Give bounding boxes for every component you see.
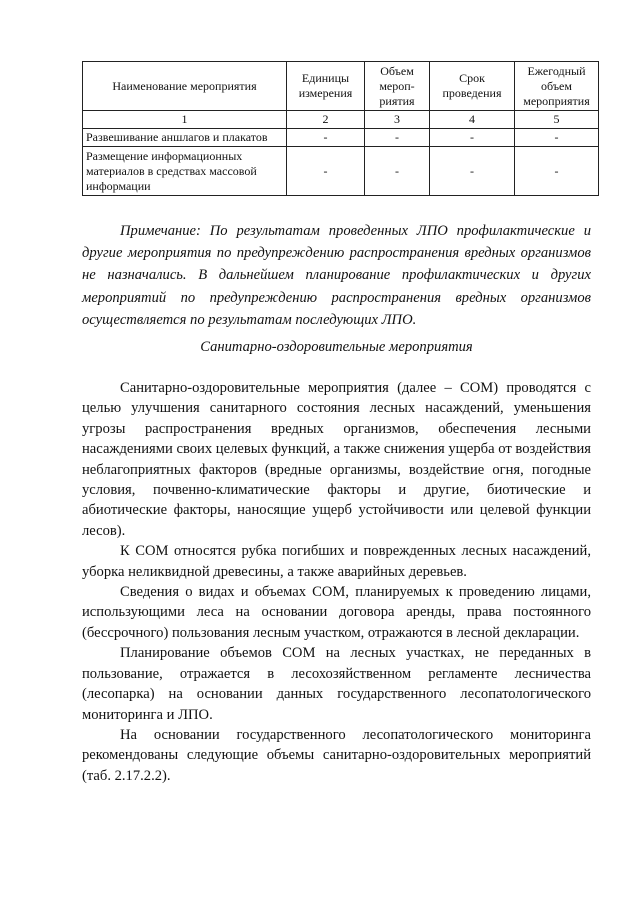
section-title: Санитарно-оздоровительные мероприятия — [200, 339, 473, 355]
note-block — [82, 220, 591, 331]
table-number-row — [83, 111, 599, 129]
column-number: 3 — [365, 111, 430, 129]
cell-value: - — [430, 129, 515, 147]
cell-value: - — [287, 147, 365, 196]
header-annual-volume: Ежегодный объем мероприятия — [515, 62, 599, 111]
cell-value: - — [515, 129, 599, 147]
note-text: Примечание: По результатам проведенных ЛПО профилактические и другие мероприятия по предупреждению распространения вредных организмов не назначались. В дальнейшем планирование профилактических и других мероприятий по предупреждению распространения вредных организмов осуществляется по результатам последующих ЛПО. — [82, 223, 591, 328]
header-measure-name: Наименование мероприятия — [83, 62, 287, 111]
paragraph: Санитарно-оздоровительные мероприятия (далее – СОМ) проводятся с целью улучшения санитарного состояния лесных насаждений, уменьшения угрозы распространения вредных организмов, обеспечения лесными насаждениями своих целевых функций, а также снижения ущерба от воздействия неблагоприятных факторов (вредные организмы, воздействие огня, погодные условия, почвенно-климатические факторы и другие, биотические и абиотические факторы, наносящие ущерб устойчивости или целевой функции лесов). — [82, 380, 591, 539]
measures-table — [82, 61, 599, 196]
table-row — [83, 129, 599, 147]
paragraph: Сведения о видах и объемах СОМ, планируемых к проведению лицами, использующими леса на основании договора аренды, права постоянного (бессрочного) пользования лесным участком, отражаются в лесной декларации. — [82, 584, 591, 641]
body-text — [82, 378, 591, 786]
paragraph: Планирование объемов СОМ на лесных участках, не переданных в пользование, отражается в лесохозяйственном регламенте лесничества (лесопарка) на основании данных государственного лесопатологического мониторинга и ЛПО. — [82, 645, 591, 723]
cell-value: - — [515, 147, 599, 196]
cell-value: - — [287, 129, 365, 147]
column-number: 2 — [287, 111, 365, 129]
column-number: 5 — [515, 111, 599, 129]
header-volume: Объем мероп-риятия — [365, 62, 430, 111]
cell-value: - — [365, 129, 430, 147]
header-units: Единицы измерения — [287, 62, 365, 111]
header-term: Срок проведения — [430, 62, 515, 111]
column-number: 4 — [430, 111, 515, 129]
paragraph: На основании государственного лесопатологического мониторинга рекомендованы следующие объемы санитарно-оздоровительных мероприятий (таб. 2.17.2.2). — [82, 726, 591, 784]
cell-value: - — [430, 147, 515, 196]
table-header-row — [83, 62, 599, 111]
cell-measure-name: Размещение информационных материалов в средствах массовой информации — [83, 147, 287, 196]
column-number: 1 — [83, 111, 287, 129]
paragraph: К СОМ относятся рубка погибших и поврежденных лесных насаждений, уборка неликвидной древесины, а также аварийных деревьев. — [82, 543, 591, 580]
cell-measure-name: Развешивание аншлагов и плакатов — [83, 129, 287, 147]
table-row — [83, 147, 599, 196]
cell-value: - — [365, 147, 430, 196]
